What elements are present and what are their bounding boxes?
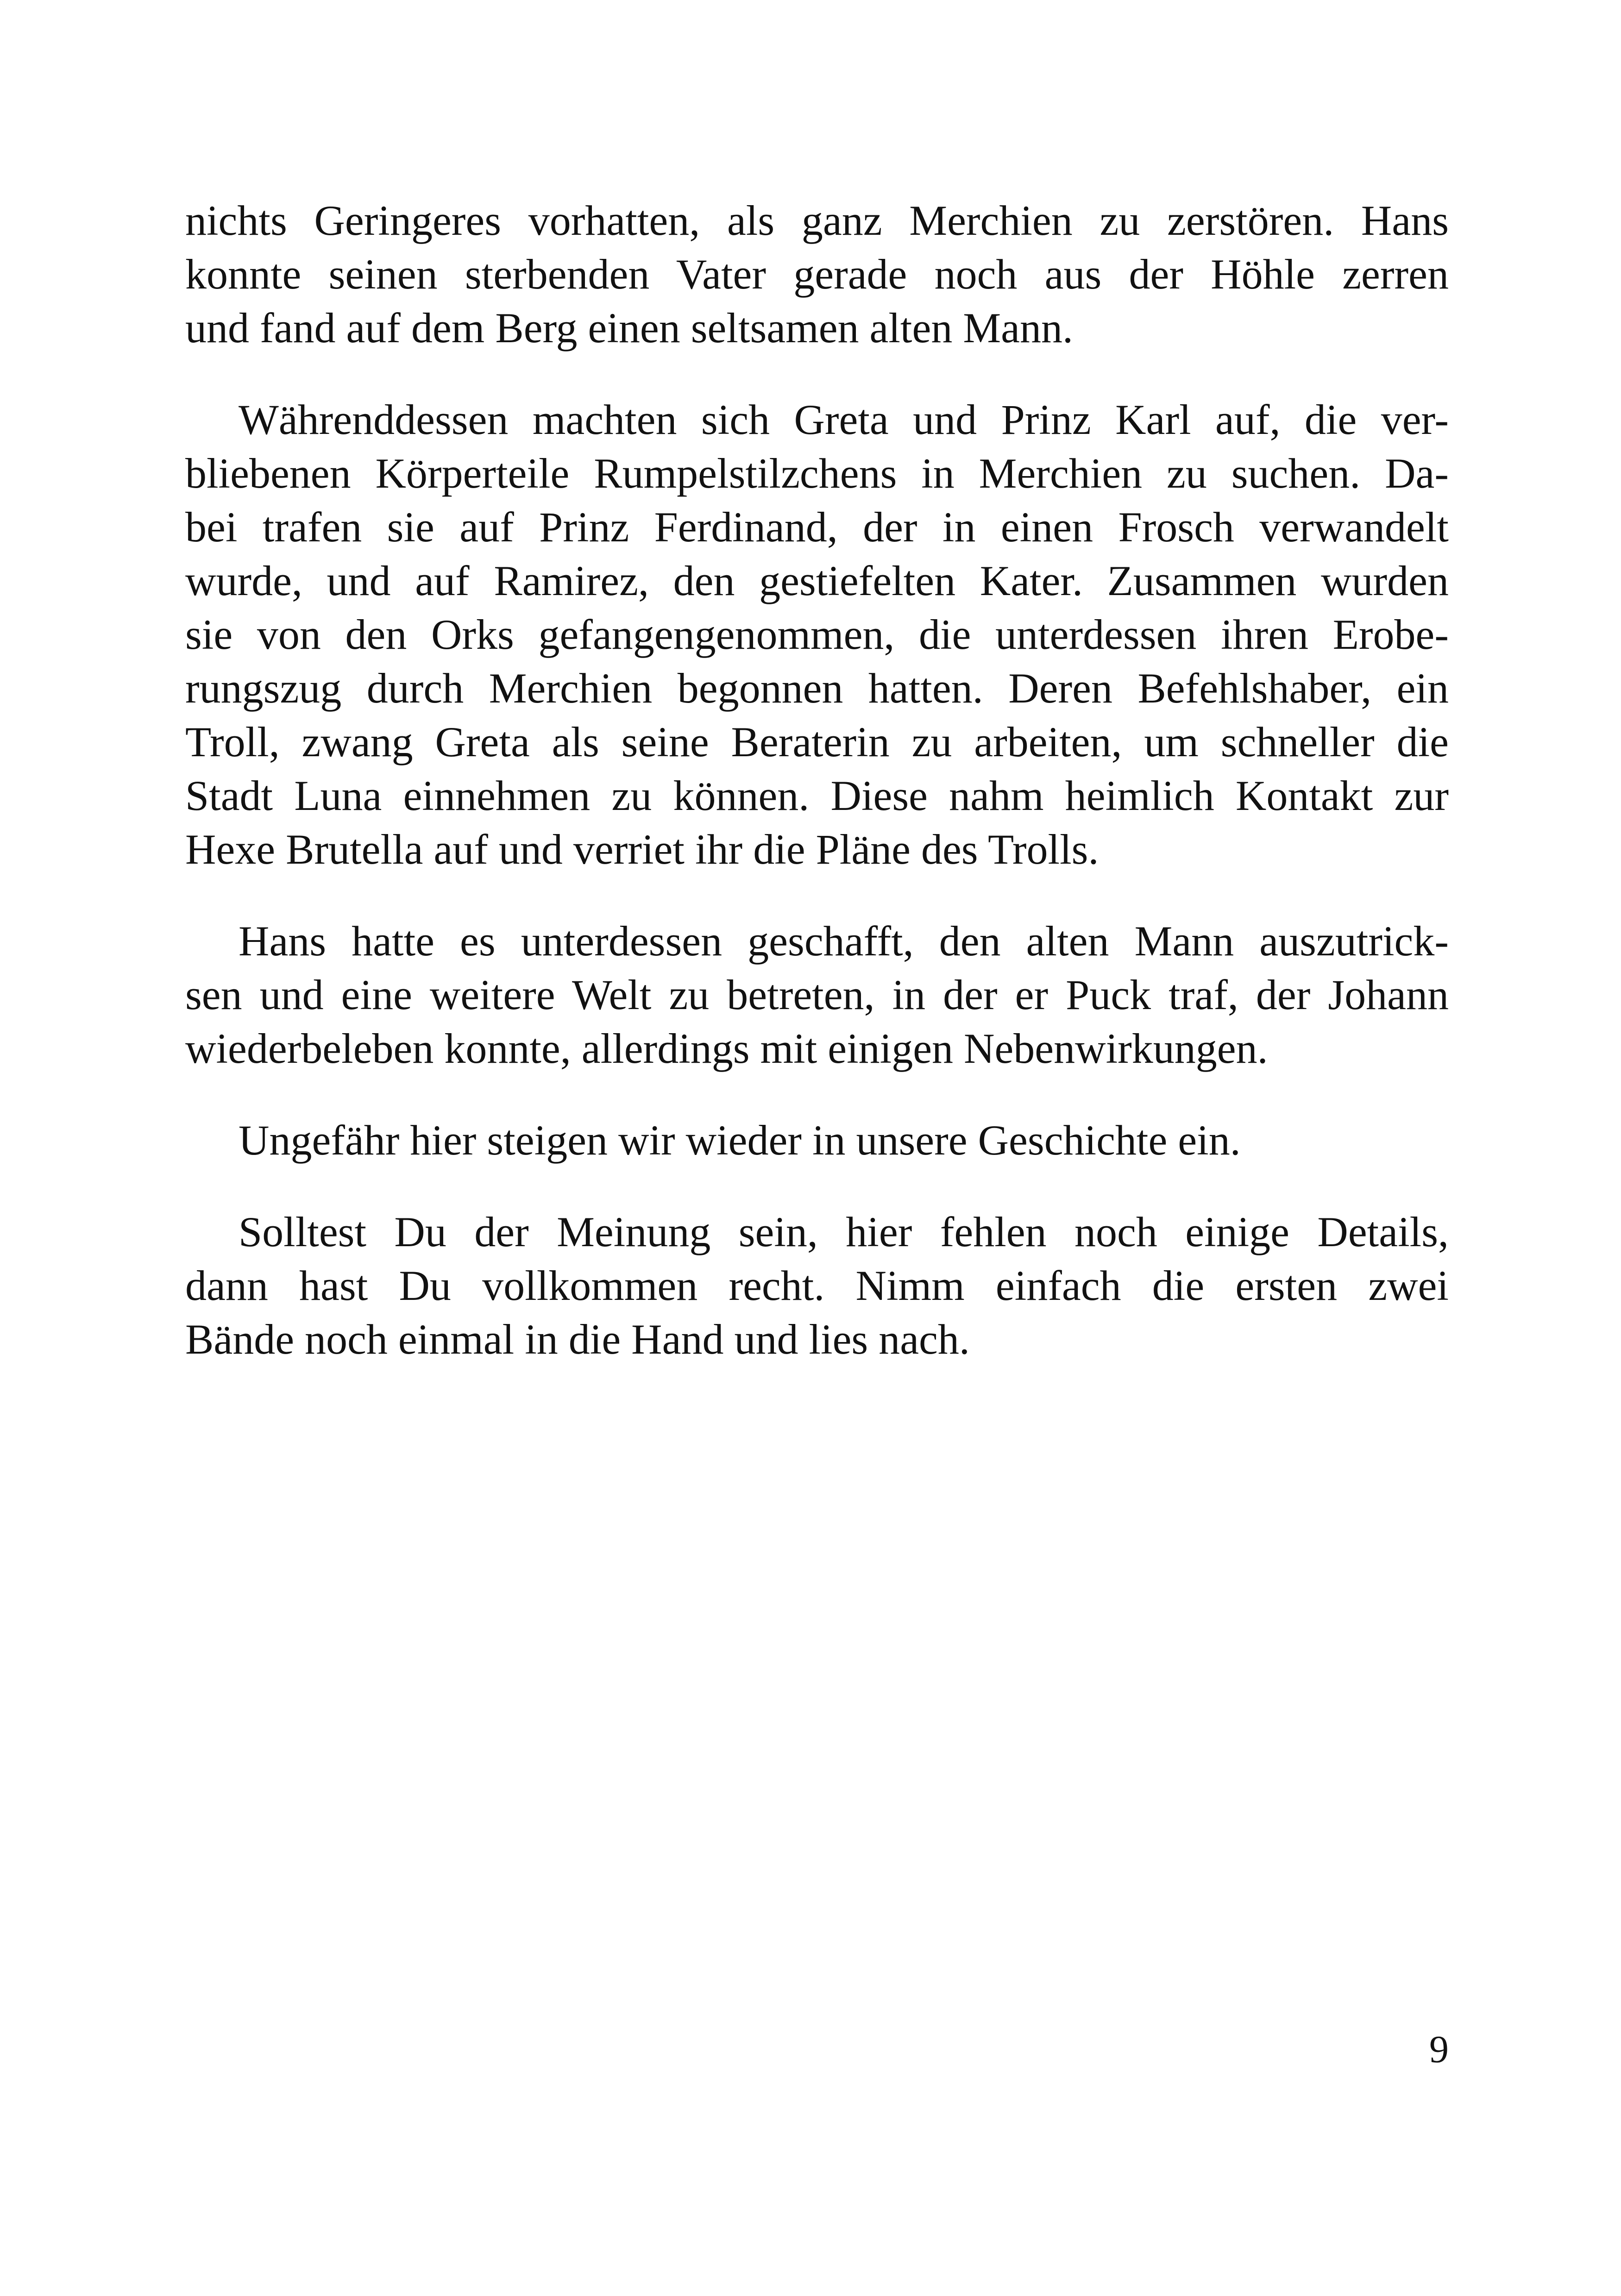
paragraph bbox=[185, 1205, 1449, 1366]
text-line: Währenddessen machten sich Greta und Prinz Karl auf, die ver- bbox=[239, 396, 1449, 443]
paragraph bbox=[185, 914, 1449, 1075]
text-line: sie von den Orks gefangengenommen, die unterdessen ihren Erobe- bbox=[185, 611, 1449, 658]
text-line: bei trafen sie auf Prinz Ferdinand, der in einen Frosch verwandelt bbox=[185, 503, 1449, 551]
text-line: dann hast Du vollkommen recht. Nimm einfach die ersten zwei bbox=[185, 1262, 1449, 1309]
text-line: wurde, und auf Ramirez, den gestiefelten Kater. Zusammen wurden bbox=[185, 557, 1449, 604]
text-line: bliebenen Körperteile Rumpelstilzchens in Merchien zu suchen. Da- bbox=[185, 450, 1449, 497]
text-line: sen und eine weitere Welt zu betreten, in der er Puck traf, der Johann bbox=[185, 971, 1449, 1018]
paragraph-gap bbox=[185, 876, 1449, 914]
text-line: nichts Geringeres vorhatten, als ganz Merchien zu zerstören. Hans bbox=[185, 197, 1449, 244]
paragraph bbox=[185, 393, 1449, 876]
paragraph-gap bbox=[185, 1167, 1449, 1205]
paragraph bbox=[185, 1113, 1449, 1167]
text-line: rungszug durch Merchien begonnen hatten. Deren Befehlshaber, ein bbox=[185, 665, 1449, 712]
text-line: Stadt Luna einnehmen zu können. Diese nahm heimlich Kontakt zur bbox=[185, 772, 1449, 819]
text-line: und fand auf dem Berg einen seltsamen alten Mann. bbox=[185, 304, 1073, 351]
paragraph-gap bbox=[185, 355, 1449, 393]
text-line: konnte seinen sterbenden Vater gerade noch aus der Höhle zerren bbox=[185, 251, 1449, 298]
text-line: Hans hatte es unterdessen geschafft, den alten Mann auszutrick- bbox=[239, 917, 1449, 965]
text-line: Hexe Brutella auf und verriet ihr die Pläne des Trolls. bbox=[185, 826, 1099, 873]
text-line: Troll, zwang Greta als seine Beraterin zu arbeiten, um schneller die bbox=[185, 718, 1449, 765]
text-line: Solltest Du der Meinung sein, hier fehlen noch einige Details, bbox=[239, 1208, 1449, 1255]
text-line: Ungefähr hier steigen wir wieder in unsere Geschichte ein. bbox=[239, 1117, 1241, 1164]
paragraph bbox=[185, 194, 1449, 355]
page-number: 9 bbox=[1429, 2028, 1449, 2071]
text-line: wiederbeleben konnte, allerdings mit einigen Nebenwirkungen. bbox=[185, 1025, 1268, 1072]
body-text bbox=[185, 194, 1449, 1366]
paragraph-gap bbox=[185, 1075, 1449, 1113]
text-line: Bände noch einmal in die Hand und lies nach. bbox=[185, 1316, 970, 1363]
